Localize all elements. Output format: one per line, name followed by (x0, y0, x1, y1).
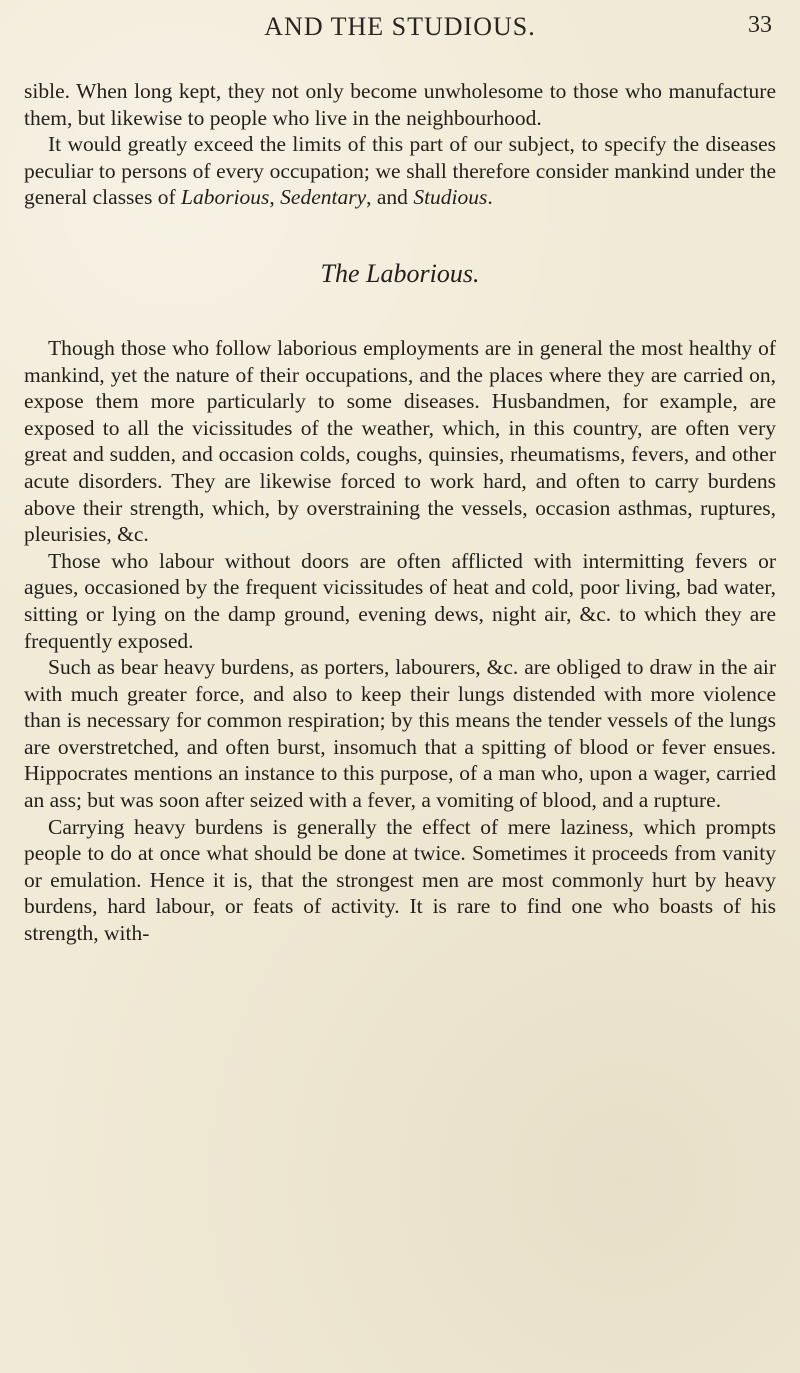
page-body (24, 78, 776, 947)
term-laborious: Laborious (181, 185, 270, 210)
paragraph-1: sible. When long kept, they not only become unwholesome to those who manufacture them, but likewise to people who live in the neighbourhood. (24, 79, 776, 130)
paragraph-2-end: . (487, 185, 493, 210)
running-head (0, 12, 800, 48)
page-number: 33 (748, 12, 772, 38)
paragraph-2-text: It would greatly exceed the limits of this part of our subject, to specify the diseases peculiar to persons of every occupation; we shall therefore consider mankind under the general classes of (24, 132, 776, 210)
paragraph-3: Though those who follow laborious employments are in general the most healthy of mankind, yet the nature of their occupations, and the places where they are carried on, expose them more particularly to some diseases. Husbandmen, for example, are exposed to all the vicissitudes of the weather, which, in this country, are often very great and sudden, and occasion colds, coughs, quinsies, rheumatisms, fevers, and other acute disorders. They are likewise forced to work hard, and often to carry burdens above their strength, which, by overstraining the vessels, occasion asthmas, ruptures, pleurisies, &c. (24, 335, 776, 547)
separator-1: , (269, 185, 281, 210)
paragraph-2 (24, 131, 776, 211)
paragraph-5: Such as bear heavy burdens, as porters, labourers, &c. are obliged to draw in the air with much greater force, and also to keep their lungs distended with more violence than is necessary for common respiration; by this means the tender vessels of the lungs are overstretched, and often burst, insomuch that a spitting of blood or fever ensues. Hippocrates mentions an instance to this purpose, of a man who, upon a wager, carried an ass; but was soon after seized with a fever, a vomiting of blood, and a rupture. (24, 655, 776, 813)
term-studious: Studious (413, 185, 488, 210)
section-title: The Laborious. (320, 258, 480, 288)
page-header-title: AND THE STUDIOUS. (264, 12, 536, 41)
term-sedentary: Sedentary (280, 185, 367, 210)
separator-2: , and (366, 185, 414, 210)
paragraph-4: Those who labour without doors are often afflicted with intermitting fevers or agues, occasioned by the frequent vicissitudes of heat and cold, poor living, bad water, sitting or lying on the damp ground, evening dews, night air, &c. to which they are frequently exposed. (24, 548, 776, 653)
paragraph-6: Carrying heavy burdens is generally the effect of mere laziness, which prompts people to do at once what should be done at twice. Sometimes it proceeds from vanity or emulation. Hence it is, that the strongest men are most commonly hurt by heavy burdens, hard labour, or feats of activity. It is rare to find one who boasts of his strength, with- (24, 814, 776, 946)
